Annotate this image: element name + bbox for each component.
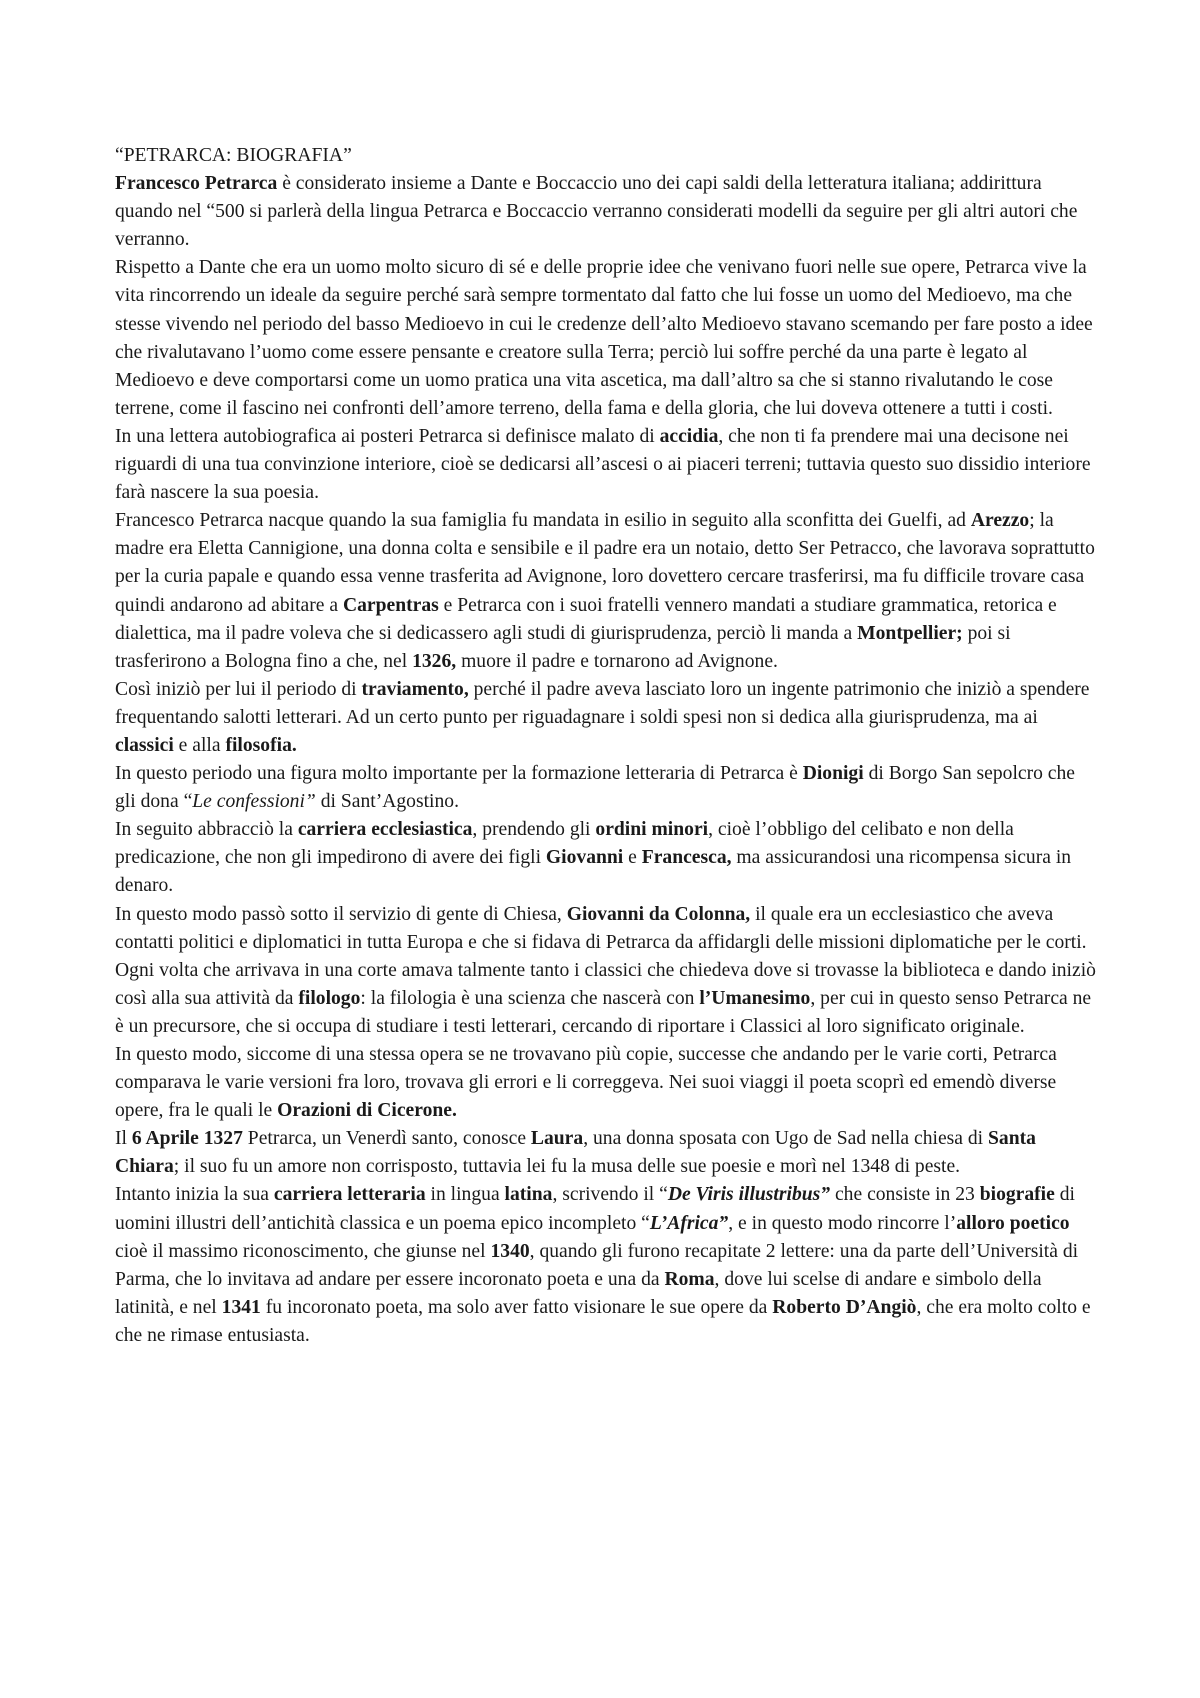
bold-run: latina bbox=[504, 1184, 553, 1206]
paragraph bbox=[115, 1181, 1100, 1350]
text-run: perché il padre aveva lasciato loro un ingente patrimonio che iniziò a spendere frequentando salotti letterari. Ad un certo punto per riguadagnare i soldi spesi non si dedica alla giurisprudenza, ma ai bbox=[115, 678, 1090, 728]
text-run: ma assicurandosi una ricompensa sicura in denaro. bbox=[115, 847, 1072, 897]
text-run: , scrivendo il “ bbox=[552, 1184, 668, 1206]
text-run: in lingua bbox=[425, 1184, 505, 1206]
bold-run: Orazioni di Cicerone. bbox=[277, 1100, 457, 1122]
bold-run: carriera ecclesiastica bbox=[297, 819, 473, 841]
bold-run: Giovanni bbox=[545, 847, 624, 869]
bold-run: Arezzo bbox=[970, 510, 1030, 532]
text-run: In questo periodo una figura molto importante per la formazione letteraria di Petrarca è bbox=[115, 763, 803, 785]
paragraph bbox=[115, 507, 1100, 676]
bold-run: l’Umanesimo bbox=[699, 987, 811, 1009]
bold-run: 1341 bbox=[221, 1296, 261, 1318]
bold-run: carriera letteraria bbox=[273, 1184, 426, 1206]
paragraph bbox=[115, 957, 1100, 1041]
bold-run: Montpellier; bbox=[857, 622, 963, 644]
text-run: : la filologia è una scienza che nascerà con bbox=[360, 987, 700, 1009]
bold-run: filologo bbox=[298, 987, 361, 1009]
text-run: , una donna sposata con Ugo de Sad nella chiesa di bbox=[583, 1128, 989, 1150]
bold-run: Francesca, bbox=[641, 847, 732, 869]
text-run: Il bbox=[115, 1128, 132, 1150]
paragraph bbox=[115, 1125, 1100, 1181]
text-run: e alla bbox=[173, 734, 226, 756]
bold-run: Carpentras bbox=[342, 594, 439, 616]
text-run: , e in questo modo rincorre l’ bbox=[728, 1212, 957, 1234]
bold-run: biografie bbox=[979, 1184, 1055, 1206]
text-run: Petrarca, un Venerdì santo, conosce bbox=[242, 1128, 531, 1150]
paragraph bbox=[115, 254, 1100, 423]
text-run: cioè il massimo riconoscimento, che giunse nel bbox=[115, 1240, 491, 1262]
text-run: , cioè l’obbligo del celibato e non della predicazione, che non gli impedirono di avere dei figli bbox=[115, 819, 1014, 869]
bold-run: classici bbox=[115, 734, 174, 756]
bold-run: 1340 bbox=[490, 1240, 530, 1262]
text-run: di Sant’Agostino. bbox=[315, 791, 459, 813]
paragraph-list bbox=[115, 170, 1100, 1350]
bold-run: Roma bbox=[664, 1268, 715, 1290]
text-run: poi si trasferirono a Bologna fino a che, nel bbox=[115, 622, 1011, 672]
bold-run: Giovanni da Colonna, bbox=[566, 903, 751, 925]
text-run: In seguito abbracciò la bbox=[115, 819, 298, 841]
text-run: In una lettera autobiografica ai posteri Petrarca si definisce malato di bbox=[115, 425, 660, 447]
bold-run: accidia bbox=[659, 425, 719, 447]
italic-run: Le confessioni” bbox=[192, 791, 316, 813]
text-run: di Borgo San sepolcro che gli dona “ bbox=[115, 763, 1075, 813]
bold-run: 6 Aprile 1327 bbox=[131, 1128, 243, 1150]
text-run: Intanto inizia la sua bbox=[115, 1184, 274, 1206]
bold-run: filosofia. bbox=[225, 734, 297, 756]
text-run: In questo modo, siccome di una stessa opera se ne trovavano più copie, successe che andando per le varie corti, Petrarca comparava le varie versioni fra loro, trovava gli errori e li correggeva. Nei suoi viaggi il poeta scoprì ed emendò diverse opere, fra le quali le bbox=[115, 1044, 1057, 1122]
paragraph bbox=[115, 901, 1100, 957]
bold-run: alloro poetico bbox=[956, 1212, 1070, 1234]
bold-run: traviamento, bbox=[361, 678, 469, 700]
text-run: che consiste in 23 bbox=[830, 1184, 980, 1206]
text-run: fu incoronato poeta, ma solo aver fatto visionare le sue opere da bbox=[260, 1296, 773, 1318]
text-run: ; la madre era Eletta Cannigione, una donna colta e sensibile e il padre era un notaio, detto Ser Petracco, che lavorava soprattutto per la curia papale e quando essa venne trasferita ad Avignone, loro dovettero cercare trasferirsi, ma fu difficile trovare casa quindi andarono ad abitare a bbox=[115, 510, 1095, 616]
text-run: e Petrarca con i suoi fratelli vennero mandati a studiare grammatica, retorica e dialettica, ma il padre voleva che si dedicassero agli studi di giurisprudenza, perciò li manda a bbox=[115, 594, 1057, 644]
text-run: , che non ti fa prendere mai una decisone nei riguardi di una tua convinzione interiore, cioè se dedicarsi all’ascesi o ai piaceri terreni; tuttavia questo suo dissidio interiore farà nascere la sua poesia. bbox=[115, 425, 1091, 504]
bold-run: Santa Chiara bbox=[115, 1128, 1036, 1178]
paragraph bbox=[115, 676, 1100, 760]
paragraph bbox=[115, 760, 1100, 816]
paragraph bbox=[115, 170, 1100, 254]
paragraph bbox=[115, 816, 1100, 900]
bold-run: ordini minori bbox=[595, 819, 709, 841]
text-run: In questo modo passò sotto il servizio di gente di Chiesa, bbox=[115, 903, 567, 925]
text-run: , dove lui scelse di andare e simbolo della latinità, e nel bbox=[115, 1268, 1042, 1318]
text-run: di uomini illustri dell’antichità classica e un poema epico incompleto “ bbox=[115, 1184, 1075, 1234]
bold-run: Francesco Petrarca bbox=[115, 173, 278, 195]
bold-run: 1326, bbox=[412, 650, 457, 672]
text-run: , che era molto colto e che ne rimase entusiasta. bbox=[115, 1296, 1091, 1346]
text-run: , prendendo gli bbox=[472, 819, 596, 841]
bold-run: Dionigi bbox=[802, 763, 864, 785]
text-run: , quando gli furono recapitate 2 lettere: una da parte dell’Università di Parma, che lo invitava ad andare per essere incoronato poeta e una da bbox=[115, 1240, 1079, 1290]
text-run: Francesco Petrarca nacque quando la sua famiglia fu mandata in esilio in seguito alla sconfitta dei Guelfi, ad bbox=[115, 510, 971, 532]
paragraph bbox=[115, 423, 1100, 507]
bold-italic-run: L’Africa” bbox=[649, 1212, 729, 1234]
text-run: e bbox=[623, 847, 642, 869]
bold-run: Laura bbox=[530, 1128, 584, 1150]
bold-run: Roberto D’Angiò bbox=[772, 1296, 917, 1318]
paragraph bbox=[115, 1041, 1100, 1125]
bold-italic-run: De Viris illustribus” bbox=[667, 1184, 831, 1206]
text-run: Così iniziò per lui il periodo di bbox=[115, 678, 362, 700]
text-run: muore il padre e tornarono ad Avignone. bbox=[456, 650, 778, 672]
text-run: ; il suo fu un amore non corrisposto, tuttavia lei fu la musa delle sue poesie e morì nel 1348 di peste. bbox=[173, 1156, 961, 1178]
text-run: Ogni volta che arrivava in una corte amava talmente tanto i classici che chiedeva dove si trovasse la biblioteca e dando iniziò così alla sua attività da bbox=[115, 959, 1096, 1009]
text-run: Rispetto a Dante che era un uomo molto sicuro di sé e delle proprie idee che venivano fuori nelle sue opere, Petrarca vive la vita rincorrendo un ideale da seguire perché sarà sempre tormentato dal fatto che lui fosse un uomo del Medioevo, ma che stesse vivendo nel periodo del basso Medioevo in cui le credenze dell’alto Medioevo stavano scemando per fare posto a idee che rivalutavano l’uomo come essere pensante e creatore sulla Terra; perciò lui soffre perché da una parte è legato al Medioevo e deve comportarsi come un uomo pratica una vita ascetica, ma dall’altro sa che si stanno rivalutando le cose terrene, come il fascino nei confronti dell’amore terreno, della fama e della gloria, che lui doveva ottenere a tutti i costi. bbox=[115, 257, 1093, 419]
document-body bbox=[115, 142, 1100, 1350]
text-run: è considerato insieme a Dante e Boccaccio uno dei capi saldi della letteratura italiana; addirittura quando nel “500 si parlerà della lingua Petrarca e Boccaccio verranno considerati modelli da seguire per gli altri autori che verranno. bbox=[115, 173, 1078, 251]
text-run: il quale era un ecclesiastico che aveva contatti politici e diplomatici in tutta Europa e che si fidava di Petrarca da affidargli delle missioni diplomatiche per le corti. bbox=[115, 903, 1087, 953]
document-title: “PETRARCA: BIOGRAFIA” bbox=[115, 145, 352, 166]
text-run: , per cui in questo senso Petrarca ne è un precursore, che si occupa di studiare i testi letterari, cercando di riportare i Classici al loro significato originale. bbox=[115, 987, 1092, 1037]
